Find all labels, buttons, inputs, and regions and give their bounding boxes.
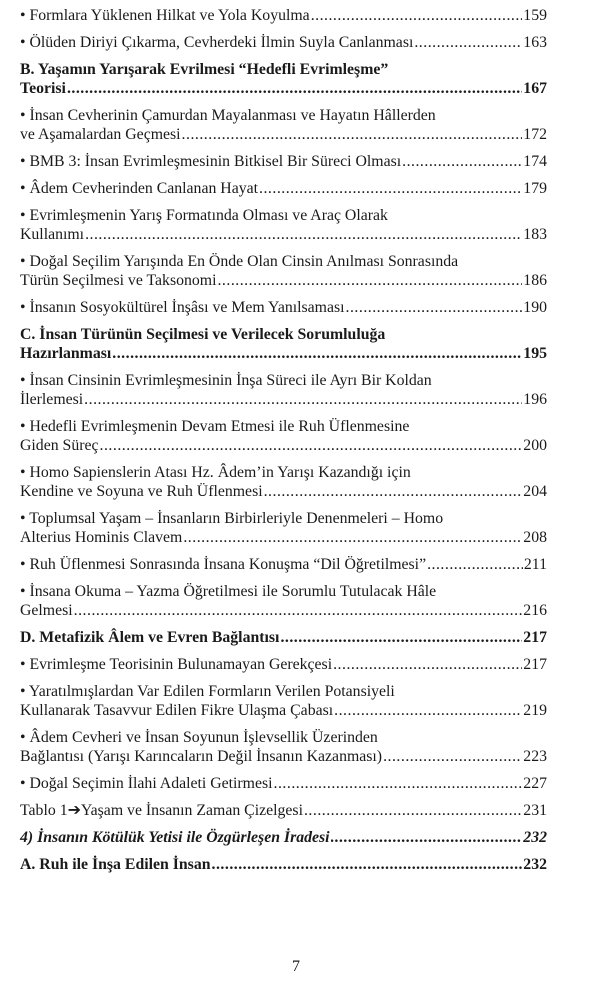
- toc-entry-title: 4) İnsanın Kötülük Yetisi ile Özgürleşen İradesi: [20, 829, 330, 846]
- dot-leader: [304, 801, 522, 820]
- toc-entry-page: 183: [523, 226, 547, 243]
- toc-entry-page: 232: [523, 856, 547, 873]
- table-of-contents: [20, 6, 547, 882]
- toc-entry-page: 219: [523, 702, 547, 719]
- toc-entry-page: 167: [523, 80, 547, 97]
- toc-entry: [20, 509, 547, 547]
- toc-entry-line2: [20, 271, 547, 290]
- toc-entry-page: 216: [523, 602, 547, 619]
- toc-entry-title-line2: İlerlemesi: [20, 391, 84, 408]
- toc-entry-page: 227: [523, 775, 547, 792]
- toc-entry: [20, 33, 547, 52]
- toc-entry-title-line1: • Homo Sapienslerin Atası Hz. Âdem’in Yarışı Kazandığı için: [20, 464, 411, 481]
- dot-leader: [74, 601, 523, 620]
- toc-entry-line2: [20, 225, 547, 244]
- toc-entry-line2: [20, 436, 547, 455]
- toc-entry-title-line1: B. Yaşamın Yarışarak Evrilmesi “Hedefli Evrimleşme”: [20, 61, 389, 78]
- toc-entry-line2: [20, 79, 547, 98]
- toc-entry-page: 179: [523, 180, 547, 197]
- toc-entry: [20, 682, 547, 720]
- toc-entry-title: Tablo 1➔Yaşam ve İnsanın Zaman Çizelgesi: [20, 802, 303, 819]
- toc-entry-page: 196: [523, 391, 547, 408]
- toc-entry-title-line2: ve Aşamalardan Geçmesi: [20, 126, 181, 143]
- toc-entry-page: 195: [523, 345, 547, 362]
- dot-leader: [67, 79, 522, 98]
- toc-entry: [20, 801, 547, 820]
- toc-entry-page: 163: [523, 34, 547, 51]
- dot-leader: [274, 774, 523, 793]
- toc-entry-title: • Ölüden Diriyi Çıkarma, Cevherdeki İlmin Suyla Canlanması: [20, 34, 414, 51]
- toc-entry-title-line1: • İnsana Okuma – Yazma Öğretilmesi ile Sorumlu Tutulacak Hâle: [20, 583, 437, 600]
- toc-entry-title: • İnsanın Sosyokültürel İnşâsı ve Mem Yanılsaması: [20, 299, 345, 316]
- toc-entry-title-line1: • Âdem Cevheri ve İnsan Soyunun İşlevsellik Üzerinden: [20, 729, 378, 746]
- toc-entry-line2: [20, 601, 547, 620]
- toc-entry: [20, 298, 547, 317]
- toc-entry-page: 204: [523, 483, 547, 500]
- toc-entry: [20, 60, 547, 98]
- toc-entry-page: 200: [523, 437, 547, 454]
- toc-entry-title-line2: Kendine ve Soyuna ve Ruh Üflenmesi: [20, 483, 263, 500]
- toc-entry-title: D. Metafizik Âlem ve Evren Bağlantısı: [20, 629, 280, 646]
- toc-entry-page: 186: [523, 272, 547, 289]
- toc-entry-page: 174: [523, 153, 547, 170]
- dot-leader: [331, 828, 523, 847]
- dot-leader: [85, 225, 522, 244]
- dot-leader: [259, 179, 522, 198]
- toc-entry-line2: [20, 747, 547, 766]
- toc-entry: [20, 555, 547, 574]
- toc-entry-page: 232: [523, 829, 547, 846]
- toc-entry-line2: [20, 528, 547, 547]
- toc-entry-page: 211: [523, 556, 547, 573]
- toc-entry: [20, 152, 547, 171]
- dot-leader: [414, 33, 522, 52]
- toc-entry: [20, 582, 547, 620]
- toc-entry-page: 231: [523, 802, 547, 819]
- toc-entry-title-line1: • Evrimleşmenin Yarış Formatında Olması ve Araç Olarak: [20, 207, 388, 224]
- toc-entry: [20, 655, 547, 674]
- toc-entry-title-line2: Teorisi: [20, 80, 66, 97]
- toc-entry-title: A. Ruh ile İnşa Edilen İnsan: [20, 856, 211, 873]
- toc-entry-title-line2: Gelmesi: [20, 602, 73, 619]
- dot-leader: [182, 125, 523, 144]
- dot-leader: [280, 628, 522, 647]
- toc-entry-title-line2: Türün Seçilmesi ve Taksonomi: [20, 272, 217, 289]
- dot-leader: [346, 298, 523, 317]
- dot-leader: [264, 482, 523, 501]
- toc-entry-title: • Evrimleşme Teorisinin Bulunamayan Gerekçesi: [20, 656, 333, 673]
- dot-leader: [183, 528, 522, 547]
- toc-entry-line2: [20, 701, 547, 720]
- toc-entry-title-line1: • Hedefli Evrimleşmenin Devam Etmesi ile Ruh Üflenmesine: [20, 418, 410, 435]
- dot-leader: [334, 701, 522, 720]
- toc-entry: [20, 628, 547, 647]
- dot-leader: [84, 390, 522, 409]
- toc-entry-title: • Formlara Yüklenen Hilkat ve Yola Koyulma: [20, 7, 310, 24]
- toc-entry: [20, 106, 547, 144]
- toc-entry-line2: [20, 390, 547, 409]
- toc-entry-title: • Ruh Üflenmesi Sonrasında İnsana Konuşma “Dil Öğretilmesi”: [20, 556, 427, 573]
- toc-entry: [20, 417, 547, 455]
- toc-entry-page: 217: [523, 656, 547, 673]
- toc-entry-title: • BMB 3: İnsan Evrimleşmesinin Bitkisel Bir Süreci Olması: [20, 153, 402, 170]
- toc-entry-line2: [20, 482, 547, 501]
- dot-leader: [427, 555, 523, 574]
- dot-leader: [333, 655, 522, 674]
- toc-entry: [20, 855, 547, 874]
- dot-leader: [112, 344, 522, 363]
- toc-entry: [20, 325, 547, 363]
- toc-entry-title-line1: • Yaratılmışlardan Var Edilen Formların Verilen Potansiyeli: [20, 683, 395, 700]
- toc-entry-title-line1: • Doğal Seçilim Yarışında En Önde Olan Cinsin Anılması Sonrasında: [20, 253, 459, 270]
- dot-leader: [383, 747, 522, 766]
- dot-leader: [311, 6, 523, 25]
- toc-entry: [20, 774, 547, 793]
- toc-entry-line2: [20, 125, 547, 144]
- toc-entry-title: • Âdem Cevherinden Canlanan Hayat: [20, 180, 259, 197]
- toc-entry: [20, 371, 547, 409]
- toc-entry-page: 172: [523, 126, 547, 143]
- toc-entry-title-line2: Alterius Hominis Clavem: [20, 529, 183, 546]
- toc-entry-title-line1: C. İnsan Türünün Seçilmesi ve Verilecek Sorumluluğa: [20, 326, 386, 343]
- dot-leader: [217, 271, 522, 290]
- toc-entry: [20, 463, 547, 501]
- dot-leader: [100, 436, 523, 455]
- toc-entry: [20, 828, 547, 847]
- toc-entry: [20, 179, 547, 198]
- toc-entry-page: 223: [523, 748, 547, 765]
- toc-entry-title-line2: Giden Süreç: [20, 437, 99, 454]
- toc-entry-line2: [20, 344, 547, 363]
- toc-entry-title-line1: • Toplumsal Yaşam – İnsanların Birbirleriyle Denenmeleri – Homo: [20, 510, 444, 527]
- toc-entry-title-line2: Bağlantısı (Yarışı Karıncaların Değil İnsanın Kazanması): [20, 748, 383, 765]
- toc-entry-title-line2: Kullanarak Tasavvur Edilen Fikre Ulaşma Çabası: [20, 702, 334, 719]
- toc-entry-title-line2: Hazırlanması: [20, 345, 112, 362]
- toc-entry-page: 159: [523, 7, 547, 24]
- toc-entry-page: 208: [523, 529, 547, 546]
- dot-leader: [212, 855, 523, 874]
- toc-entry: [20, 6, 547, 25]
- toc-entry-title: • Doğal Seçimin İlahi Adaleti Getirmesi: [20, 775, 273, 792]
- page-number: 7: [292, 958, 300, 975]
- toc-entry-page: 217: [523, 629, 547, 646]
- toc-entry-page: 190: [523, 299, 547, 316]
- toc-entry: [20, 252, 547, 290]
- toc-entry: [20, 206, 547, 244]
- toc-entry-title-line1: • İnsan Cinsinin Evrimleşmesinin İnşa Süreci ile Ayrı Bir Koldan: [20, 372, 432, 389]
- toc-entry-title-line1: • İnsan Cevherinin Çamurdan Mayalanması ve Hayatın Hâllerden: [20, 107, 436, 124]
- dot-leader: [402, 152, 522, 171]
- toc-entry-title-line2: Kullanımı: [20, 226, 85, 243]
- toc-entry: [20, 728, 547, 766]
